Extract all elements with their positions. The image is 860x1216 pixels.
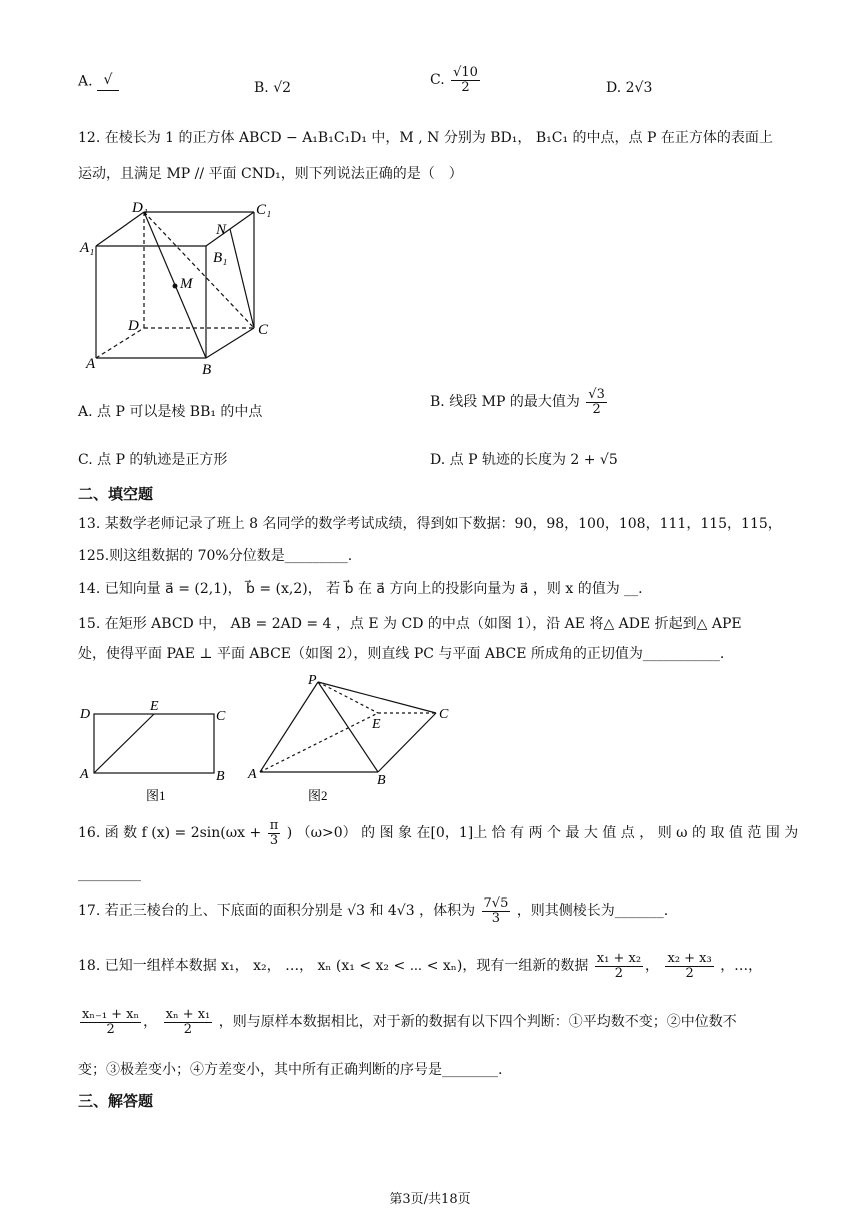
label-c: C [258, 322, 269, 338]
q15-line1: 15. 在矩形 ABCD 中， AB = 2AD = 4 ，点 E 为 CD 的中点（如图 1），沿 AE 将△ ADE 折起到△ APE [78, 616, 742, 632]
fig1-label-b: B [216, 769, 225, 784]
q12-option-d: D. 点 P 轨迹的长度为 2 + √5 [430, 452, 618, 468]
label-a1: A₁ [80, 240, 95, 256]
q12-option-c: C. 点 P 的轨迹是正方形 [78, 452, 228, 468]
q13-line2: 125.则这组数据的 70%分位数是_________. [78, 548, 353, 564]
q12-option-b: B. 线段 MP 的最大值为 $\frac{√3}{2}$ [430, 387, 605, 417]
figure-2-folded [246, 670, 456, 808]
figure-1-caption: 图1 [146, 788, 166, 803]
label-b1: B₁ [213, 250, 228, 266]
section-fill-in-heading: 二、填空题 [78, 485, 154, 503]
fig2-label-p: P [308, 673, 317, 688]
q18-line1: 18. 已知一组样本数据 x₁， x₂， …， xₙ (x₁ < x₂ < ⋯ < xₙ)，现有一组新的数据 $\frac{\text{x₁ + x₂}}{2}$ ， $\frac{\text{x₂ + x₃}}{2}$ ，…， [78, 951, 763, 981]
section-solution-heading: 三、解答题 [78, 1092, 154, 1110]
q12-option-a: A. 点 P 可以是棱 BB₁ 的中点 [78, 404, 263, 420]
label-c1: C₁ [256, 202, 272, 218]
label-b: B [202, 362, 212, 378]
q12-line2: 运动，且满足 MP // 平面 CND₁，则下列说法正确的是（ ） [78, 166, 463, 182]
q15-line2: 处，使得平面 PAE ⊥ 平面 ABCE（如图 2），则直线 PC 与平面 ABCE 所成角的正切值为___________. [78, 646, 725, 662]
q11-option-b: B. √2 [254, 80, 292, 96]
figure-2-caption: 图2 [308, 788, 328, 803]
label-d1: D₁ [132, 200, 149, 216]
fig1-label-e: E [150, 700, 159, 714]
q16-answer-blank: _________ [78, 866, 141, 882]
q14-line: 14. 已知向量 a⃗ = (2,1)， b⃗ = (x,2)， 若 b⃗ 在 a⃗ 方向上的投影向量为 a⃗ ，则 x 的值为 __. [78, 581, 643, 597]
fig1-label-c: C [216, 709, 226, 724]
q11-option-d: D. 2√3 [606, 80, 653, 96]
q17-line: 17. 若正三棱台的上、下底面的面积分别是 √3 和 4√3 ，体积为 $\frac{7√5}{3}$ ，则其侧棱长为_______. [78, 896, 669, 926]
fig2-label-e: E [372, 717, 381, 732]
label-a: A [86, 356, 96, 372]
fig2-label-c: C [439, 707, 449, 722]
q16-line1: 16. 函 数 f (x) = 2sin(ωx + $\frac{\pi}{3}$ ) （ω>0） 的 图 象 在[0，1]上 恰 有 两 个 最 大 值 点 ， 则 ω 的 取 值 范 围 为 [78, 818, 799, 848]
page-footer: 第3页/共18页 [389, 1192, 471, 1207]
q11-option-c: C. $\frac{√10}{2}$ [430, 65, 478, 95]
fig1-label-a: A [80, 767, 89, 782]
fig2-label-b: B [377, 773, 386, 788]
figure-1-rectangle [78, 700, 238, 808]
label-n: N [216, 222, 227, 238]
cube-figure [78, 196, 288, 378]
point-m-dot [173, 284, 178, 289]
q11-option-a: A. √ [78, 72, 119, 91]
q13-line1: 13. 某数学老师记录了班上 8 名同学的数学考试成绩，得到如下数据：90，98，100，108，111，115，115， [78, 516, 782, 532]
q18-line3: 变；③极差变小；④方差变小，其中所有正确判断的序号是________. [78, 1062, 503, 1078]
label-d: D [128, 318, 139, 334]
fig2-label-a: A [248, 767, 257, 782]
fig1-label-d: D [80, 707, 91, 722]
label-m: M [180, 276, 193, 292]
q12-line1: 12. 在棱长为 1 的正方体 ABCD − A₁B₁C₁D₁ 中，M , N 分别为 BD₁， B₁C₁ 的中点，点 P 在正方体的表面上 [78, 130, 773, 146]
q18-line2: $\frac{\text{xₙ₋₁ + xₙ}}{2}$ ， $\frac{\text{xₙ + x₁}}{2}$ ，则与原样本数据相比，对于新的数据有以下四个判断：①平均数不变；②中位数不 [82, 1007, 737, 1037]
